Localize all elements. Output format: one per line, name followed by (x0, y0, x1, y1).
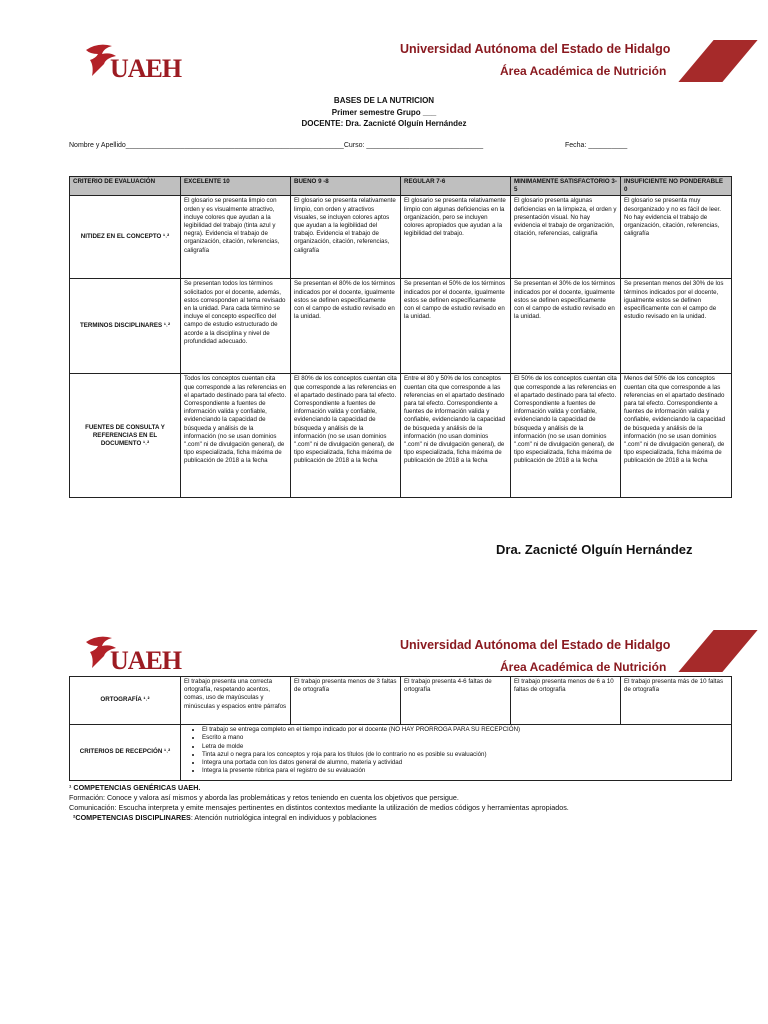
doc-subtitle: Primer semestre Grupo ___ (331, 108, 437, 117)
table-cell: El 80% de los conceptos cuentan cita que corresponde a las referencias en el apartado destinado para tal efecto. Correspondiente a fuentes de información valida y confiable, evidenciando la capacidad de búsqueda y análisis de la información (no se usan dominios ".com" ni de divulgación general), de tipo especializada, ficha máxima de publicación de 2018 a la fecha (291, 374, 401, 498)
disciplinary-competencies (69, 813, 749, 823)
list-item: • Escrito a mano (202, 734, 728, 742)
table-cell: Todos los conceptos cuentan cita que corresponde a las referencias en el apartado destinado para tal efecto. Correspondiente a fuentes de información valida y confiable, evidenciando la capacidad de búsqueda y análisis de la información (no se usan dominios ".com" ni de divulgación general), de tipo especializada, ficha máxima de publicación de 2018 a la fecha (181, 374, 291, 498)
doc-title: BASES DE LA NUTRICION (333, 96, 435, 105)
table-row (70, 196, 732, 279)
list-item: • El trabajo se entrega completo en el tiempo indicado por el docente (NO HAY PRORROGA PARA SU RECEPCIÓN) (202, 726, 728, 734)
table-row (70, 374, 732, 498)
uaeh-logo (84, 632, 182, 677)
uaeh-logo (84, 40, 182, 85)
disciplinary-text: : Atención nutriológica integral en individuos y poblaciones (190, 813, 377, 822)
criterion-cell: CRITERIOS DE RECEPCIÓN ¹˒² (70, 725, 181, 781)
table-cell: El 50% de los conceptos cuentan cita que corresponde a las referencias en el apartado destinado para tal efecto. Correspondiente a fuentes de información valida y confiable, evidenciando la capacidad de búsqueda y análisis de la información (no se usan dominios ".com" ni de divulgación general), de tipo especializada, ficha máxima de publicación de 2018 a la fecha (511, 374, 621, 498)
header-good: BUENO 9 -8 (291, 177, 401, 196)
table-cell: El glosario se presenta relativamente limpio con algunas deficiencias en la organización, pero se incluyen colores apropiados que ayudan a la legibilidad del trabajo. (401, 196, 511, 279)
table-cell: El trabajo presenta menos de 6 a 10 faltas de ortografía (511, 677, 621, 725)
logo-text: UAEH (110, 54, 182, 83)
university-name: Universidad Autónoma del Estado de Hidalgo (400, 638, 671, 652)
reception-criteria-cell (181, 725, 732, 781)
table-cell: Menos del 50% de los conceptos cuentan cita que corresponde a las referencias en el apartado destinado para tal efecto. Correspondiente a fuentes de información valida y confiable, evidenciando la capacidad de búsqueda y análisis de la información (no se usan dominios ".com" ni de divulgación general), de tipo especializada, ficha máxima de publicación de 2018 a la fecha (621, 374, 732, 498)
communication-note: Comunicación: Escucha interpreta y emite mensajes pertinentes en distintos contextos mediante la utilización de medios códigos y herramientas apropiados. (69, 803, 569, 812)
area-name: Área Académica de Nutrición (500, 660, 667, 674)
table-row (70, 725, 732, 781)
disciplinary-label: ²COMPETENCIAS DISCIPLINARES (73, 813, 191, 822)
header-criterion: CRITERIO DE EVALUACIÓN (70, 177, 181, 196)
header-excellent: EXCELENTE 10 (181, 177, 291, 196)
reception-list (184, 726, 728, 776)
table-cell: El glosario se presenta relativamente limpio, con orden y atractivos visuales, se incluyen colores aptos que ayudan a la legibilidad del trabajo. Evidencia el trabajo de organización, citación, referencias, caligrafía (291, 196, 401, 279)
list-item: • Letra de molde (202, 743, 728, 751)
table-cell: El trabajo presenta una correcta ortografía, respetando acentos, comas, uso de mayúsculas y minúsculas y espacios entre párrafos (181, 677, 291, 725)
table-cell: Se presentan menos del 30% de los términos indicados por el docente, igualmente estos se definen específicamente con el campo de estudio revisado en la unidad. (621, 279, 732, 374)
header-minimal: MINIMAMENTE SATISFACTORIO 3-5 (511, 177, 621, 196)
institution-header (400, 42, 700, 78)
list-item: • Integra una portada con los datos general de alumno, materia y actividad (202, 759, 728, 767)
table-row (70, 677, 732, 725)
table-cell: Entre el 80 y 50% de los conceptos cuentan cita que corresponde a las referencias en el apartado destinado para tal efecto. Correspondiente a fuentes de información valida y confiable, evidenciando la capacidad de búsqueda y análisis de la información (no usan dominios ".com" ni de divulgación general), de tipo especializada, ficha máxima de publicación de 2018 a la fecha (401, 374, 511, 498)
generic-competencies-title: ¹ COMPETENCIAS GENÉRICAS UAEH. (69, 783, 201, 792)
criterion-cell: TERMINOS DISCIPLINARES ¹˒² (70, 279, 181, 374)
rubric-table (69, 176, 732, 498)
logo-text: UAEH (110, 646, 182, 675)
table-cell: Se presentan el 80% de los términos indicados por el docente, igualmente estos se definen específicamente con el campo de estudio revisado en la unidad. (291, 279, 401, 374)
table-cell: Se presentan el 30% de los términos indicados por el docente, igualmente estos se definen específicamente con el campo de estudio revisado en la unidad. (511, 279, 621, 374)
table-cell: Se presentan todos los términos solicitados por el docente, además, estos corresponden al tema revisado en la unidad. Para cada término se incluye el concepto específico del campo de estudio estructurado de acorde a la disciplina y nivel de profundidad adecuado. (181, 279, 291, 374)
header-insufficient: INSUFICIENTE NO PONDERABLE 0 (621, 177, 732, 196)
criterion-cell: ORTOGRAFÍA ¹˒² (70, 677, 181, 725)
signature-name: Dra. Zacnicté Olguín Hernández (496, 542, 693, 557)
university-name: Universidad Autónoma del Estado de Hidalgo (400, 42, 671, 56)
footnotes (69, 783, 749, 823)
table-row (70, 279, 732, 374)
criterion-cell: NITIDEZ EN EL CONCEPTO ¹˒² (70, 196, 181, 279)
institution-header (400, 638, 700, 674)
criterion-cell: FUENTES DE CONSULTA Y REFERENCIAS EN EL DOCUMENTO ¹˒² (70, 374, 181, 498)
table-cell: El trabajo presenta más de 10 faltas de ortografía (621, 677, 732, 725)
formation-note: Formación: Conoce y valora así mismos y aborda las problemáticas y retos teniendo en cuenta los objetivos que persigue. (69, 793, 459, 802)
table-cell: El trabajo presenta 4-6 faltas de ortografía (401, 677, 511, 725)
table-cell: El trabajo presenta menos de 3 faltas de ortografía (291, 677, 401, 725)
rubric-table-continued (69, 676, 732, 781)
area-name: Área Académica de Nutrición (500, 64, 667, 78)
table-header-row (70, 177, 732, 196)
list-item: • Tinta azul o negra para los conceptos y roja para los títulos (de lo contrario no es posible su evaluación) (202, 751, 728, 759)
header-regular: REGULAR 7-6 (401, 177, 511, 196)
teacher-line: DOCENTE: Dra. Zacnicté Olguín Hernández (301, 119, 467, 128)
table-cell: El glosario se presenta muy desorganizado y no es fácil de leer. No hay evidencia el trabajo de organización, citación, referencias, caligrafía (621, 196, 732, 279)
date-field[interactable]: Fecha: __________ (565, 142, 628, 149)
name-course-field[interactable]: Nombre y Apellido________________________________________________________Curso: ______________________________ (69, 142, 484, 149)
table-cell: El glosario se presenta limpio con orden y es visualmente atractivo, incluye colores que ayudan a la legibilidad del trabajo (tinta azul y negra). Evidencia el trabajo de organización, citación, referencias, caligrafía (181, 196, 291, 279)
list-item: • Integra la presente rúbrica para el registro de su evaluación (202, 767, 728, 775)
table-cell: El glosario presenta algunas deficiencias en la limpieza, el orden y presentación visual. No hay evidencia el trabajo de organización, citación, referencias, caligrafía (511, 196, 621, 279)
table-cell: Se presentan el 50% de los términos indicados por el docente, igualmente estos se definen específicamente con el campo de estudio revisado en la unidad. (401, 279, 511, 374)
